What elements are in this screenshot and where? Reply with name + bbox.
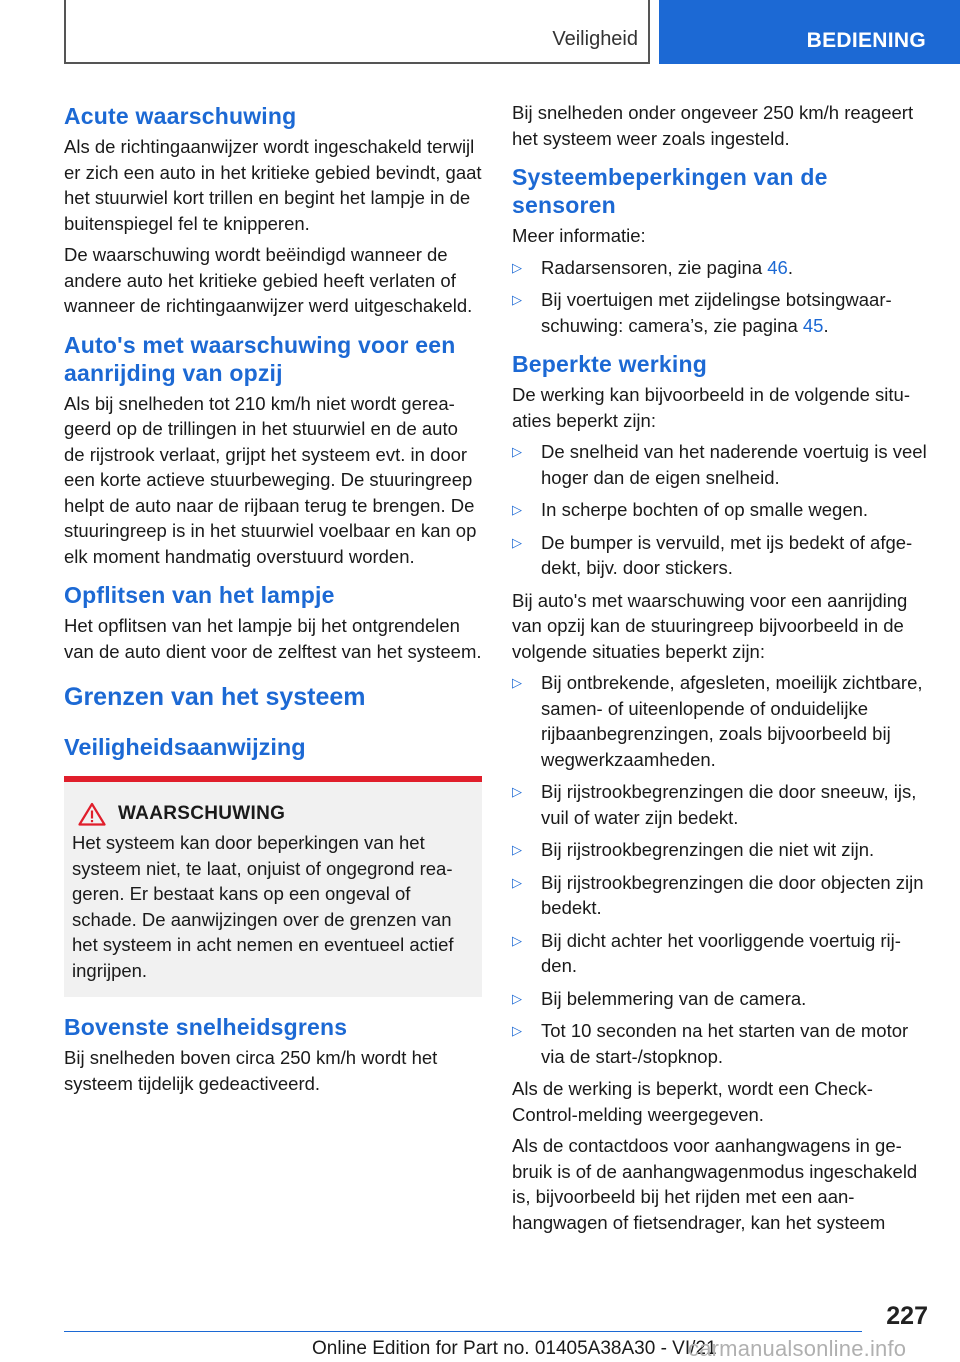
bullet-triangle-icon: ▷ bbox=[512, 842, 522, 857]
bullet-triangle-icon: ▷ bbox=[512, 259, 522, 275]
heading-acute-warning: Acute waarschuwing bbox=[64, 103, 297, 129]
paragraph: Als de richtingaanwijzer wordt ingeschakeld terwijl er zich een auto in het kritieke gebied bevindt, gaat het stuurwiel kort trillen en begint het lampje in de buitenspiegel fel te knipperen. bbox=[64, 136, 482, 234]
paragraph: Meer informatie: bbox=[512, 225, 646, 246]
limited-list bbox=[512, 439, 930, 581]
left-column bbox=[64, 100, 482, 1102]
list-item: ▷ Bij dicht achter het voorliggende voertuig rijden. bbox=[512, 929, 901, 976]
page-link[interactable]: 45 bbox=[802, 314, 824, 336]
page-link[interactable]: 46 bbox=[767, 256, 788, 278]
warning-triangle-icon bbox=[78, 802, 106, 826]
right-column bbox=[512, 100, 930, 1241]
bullet-triangle-icon: ▷ bbox=[512, 932, 522, 948]
footer-edition: Online Edition for Part no. 01405A38A30 - VI/21 bbox=[312, 1338, 717, 1359]
paragraph: Als de contactdoos voor aanhangwagens in gebruik is of de aanhangwagenmodus ingeschakeld is, bijvoorbeeld bij het rijden met een aanhangwagen of fietsendrager, kan het systeem bbox=[512, 1135, 918, 1233]
sensor-list bbox=[512, 255, 930, 339]
paragraph: Als bij snelheden tot 210 km/h niet wordt gereageerd op de trillingen in het stuurwiel en de auto de rijstrook verlaat, grijpt het systeem evt. in door een korte actieve stuurbeweging. De stuuringreep helpt de auto naar de rijbaan terug te brengen. De stuuringreep is in het stuurwiel voelbaar en kan op elk moment handmatig overstuurd worden. bbox=[64, 392, 477, 567]
bullet-triangle-icon: ▷ bbox=[512, 874, 522, 890]
paragraph: Bij snelheden boven circa 250 km/h wordt het systeem tijdelijk gedeactiveerd. bbox=[64, 1047, 438, 1094]
bullet-triangle-icon: ▷ bbox=[512, 534, 522, 550]
header-divider-left bbox=[64, 0, 66, 64]
list-item: ▷ Bij rijstrookbegrenzingen die niet wit zijn. bbox=[512, 837, 930, 863]
paragraph: De werking kan bijvoorbeeld in de volgende situaties beperkt zijn: bbox=[512, 384, 910, 431]
list-item: ▷ Radarsensoren, zie pagina 46. bbox=[512, 255, 930, 281]
bullet-triangle-icon: ▷ bbox=[512, 675, 522, 690]
header-divider-right bbox=[648, 0, 650, 64]
warning-header bbox=[72, 802, 472, 826]
bullet-triangle-icon: ▷ bbox=[512, 1023, 522, 1038]
list-item: ▷ Bij ontbrekende, afgesleten, moeilijk zichtbare, samen- of uiteenlopende of onduidelijke rijbaanbegrenzingen, zoals bijvoorbeeld bij wegwerkzaamheden. bbox=[512, 672, 923, 770]
bullet-triangle-icon: ▷ bbox=[512, 990, 522, 1006]
heading-limited-function: Beperkte werking bbox=[512, 351, 707, 377]
page-header bbox=[0, 0, 960, 66]
bullet-triangle-icon: ▷ bbox=[512, 502, 522, 517]
steering-limit-list bbox=[512, 670, 930, 1069]
paragraph: Het opflitsen van het lampje bij het ontgrendelen van de auto dient voor de zelftest van het systeem. bbox=[64, 615, 482, 662]
footer-divider bbox=[64, 1331, 862, 1332]
list-item: ▷ Bij voertuigen met zijdelingse botsingwaarschuwing: camera’s, zie pagina 45. bbox=[512, 289, 892, 336]
list-item: ▷ Bij rijstrookbegrenzingen die door objecten zijn bedekt. bbox=[512, 871, 924, 918]
header-chapter-tab[interactable] bbox=[659, 0, 960, 64]
heading-upper-speed-limit: Bovenste snelheidsgrens bbox=[64, 1014, 348, 1040]
warning-text: Het systeem kan door beperkingen van het systeem niet, te laat, onjuist of ongegrond reageren. Er bestaat kans op een ongeval of schade. De aanwijzingen over de grenzen van het systeem in acht nemen en eventueel actief ingrijpen. bbox=[72, 832, 454, 981]
watermark-text: carmanualsonline.info bbox=[688, 1336, 907, 1361]
list-item: ▷ De bumper is vervuild, met ijs bedekt of afgedekt, bijv. door stickers. bbox=[512, 531, 913, 578]
list-item: ▷ In scherpe bochten of op smalle wegen. bbox=[512, 497, 930, 523]
list-item: ▷ Tot 10 seconden na het starten van de motor via de start-/stopknop. bbox=[512, 1020, 909, 1067]
heading-side-collision: Auto's met waarschuwing voor een aanrijding van opzij bbox=[64, 331, 456, 386]
list-item: ▷ Bij belemmering van de camera. bbox=[512, 986, 930, 1012]
bullet-triangle-icon: ▷ bbox=[512, 444, 522, 459]
paragraph: De waarschuwing wordt beëindigd wanneer de andere auto het kritieke gebied heeft verlaten of wanneer de richtingaanwijzer werd uitgeschakeld. bbox=[64, 244, 473, 316]
warning-title: WAARSCHUWING bbox=[118, 803, 286, 824]
paragraph: Bij auto's met waarschuwing voor een aanrijding van opzij kan de stuuringreep bijvoorbeeld in de volgende situaties beperkt zijn: bbox=[512, 589, 908, 662]
list-item: ▷ De snelheid van het naderende voertuig is veel hoger dan de eigen snelheid. bbox=[512, 441, 927, 488]
heading-safety-notice: Veiligheidsaanwijzing bbox=[64, 734, 306, 760]
list-item: ▷ Bij rijstrookbegrenzingen die door sneeuw, ijs, vuil of water zijn bedekt. bbox=[512, 781, 917, 828]
header-chapter-label: BEDIENING bbox=[806, 29, 926, 52]
page-number: 227 bbox=[886, 1302, 928, 1330]
bullet-triangle-icon: ▷ bbox=[512, 784, 522, 799]
header-divider-bottom bbox=[64, 62, 650, 64]
header-section-title: Veiligheid bbox=[552, 28, 638, 50]
warning-box bbox=[64, 776, 482, 997]
paragraph: Als de werking is beperkt, wordt een Check-Control-melding weergegeven. bbox=[512, 1078, 873, 1125]
heading-lamp-flash: Opflitsen van het lampje bbox=[64, 582, 335, 608]
paragraph: Bij snelheden onder ongeveer 250 km/h reageert het systeem weer zoals ingesteld. bbox=[512, 102, 914, 149]
heading-sensor-limits: Systeembeperkingen van de sensoren bbox=[512, 164, 828, 218]
heading-system-limits: Grenzen van het systeem bbox=[64, 683, 366, 711]
bullet-triangle-icon: ▷ bbox=[512, 292, 522, 307]
